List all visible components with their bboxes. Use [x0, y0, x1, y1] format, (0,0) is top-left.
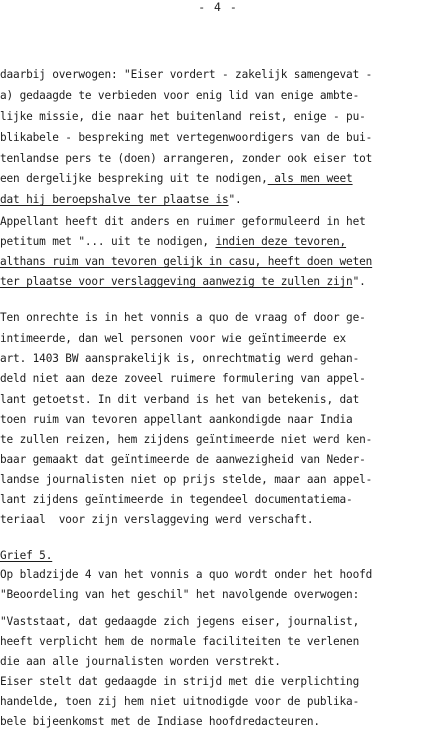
text-line: tenlandse pers te (doen) arrangeren, zonder ook eiser tot: [0, 152, 373, 165]
text-segment: ".: [352, 275, 366, 288]
text-line: baar gemaakt dat geïntimeerde de aanwezigheid van Neder-: [0, 453, 366, 466]
text-line: lant getoetst. In dit verband is het van betekenis, dat: [0, 393, 360, 406]
text-line: heeft verplicht hem de normale faciliteiten te verlenen: [0, 635, 360, 648]
text-line: lant zijdens geïntimeerde in tegendeel documentatiema-: [0, 493, 353, 506]
text-line: teriaal voor zijn verslaggeving werd verschaft.: [0, 513, 314, 526]
text-line: landse journalisten niet op prijs stelde, maar aan appel-: [0, 473, 373, 486]
text-line: bele bijeenkomst met de Indiase hoofdredacteuren.: [0, 715, 320, 728]
text-line: [0, 254, 372, 269]
underlined-text: indien deze tevoren,: [215, 235, 347, 248]
text-line: handelde, toen zij hem niet uitnodigde voor de publika-: [0, 695, 360, 708]
text-segment: petitum met "... uit te nodigen,: [0, 235, 216, 248]
text-line: intimeerde, dan wel personen voor wie geïntimeerde ex: [0, 332, 347, 345]
underlined-text: althans ruim van tevoren gelijk in casu, heeft doen weten: [0, 255, 373, 268]
text-line: a) gedaagde te verbieden voor enig lid van enige ambte-: [0, 89, 360, 102]
text-line: Op bladzijde 4 van het vonnis a quo wordt onder het hoofd: [0, 568, 373, 581]
text-line: art. 1403 BW aansprakelijk is, onrechtmatig werd gehan-: [0, 352, 360, 365]
text-line: [0, 171, 353, 186]
text-line: Appellant heeft dit anders en ruimer geformuleerd in het: [0, 215, 366, 228]
text-segment: ".: [228, 193, 242, 206]
text-segment: een dergelijke bespreking uit te nodigen,: [0, 172, 268, 185]
text-line: te zullen reizen, hem zijdens geïntimeerde niet werd ken-: [0, 433, 373, 446]
text-line: "Vaststaat, dat gedaagde zich jegens eiser, journalist,: [0, 615, 360, 628]
text-line: daarbij overwogen: "Eiser vordert - zakelijk samengevat -: [0, 68, 373, 81]
text-line: deld niet aan deze zoveel ruimere formulering van appel-: [0, 372, 366, 385]
text-line: [0, 234, 346, 249]
text-line: Ten onrechte is in het vonnis a quo de vraag of door ge-: [0, 311, 366, 324]
section-heading: Grief 5.: [0, 549, 53, 562]
text-line: Eiser stelt dat gedaagde in strijd met die verplichting: [0, 675, 360, 688]
text-line: toen ruim van tevoren appellant aankondigde naar India: [0, 413, 353, 426]
text-line: "Beoordeling van het geschil" het navolgende overwogen:: [0, 588, 360, 601]
text-line: [0, 274, 366, 289]
page-number: - 4 -: [198, 0, 238, 14]
underlined-text: ter plaatse voor verslaggeving aanwezig te zullen zijn: [0, 275, 353, 288]
text-line: [0, 192, 242, 207]
underlined-text: als men weet: [267, 172, 353, 185]
text-line: blikabele - bespreking met vertegenwoordigers van de bui-: [0, 131, 373, 144]
text-line: lijke missie, die naar het buitenland reist, enige - pu-: [0, 110, 366, 123]
underlined-text: dat hij beroepshalve ter plaatse is: [0, 193, 229, 206]
text-line: die aan alle journalisten worden verstrekt.: [0, 655, 281, 668]
